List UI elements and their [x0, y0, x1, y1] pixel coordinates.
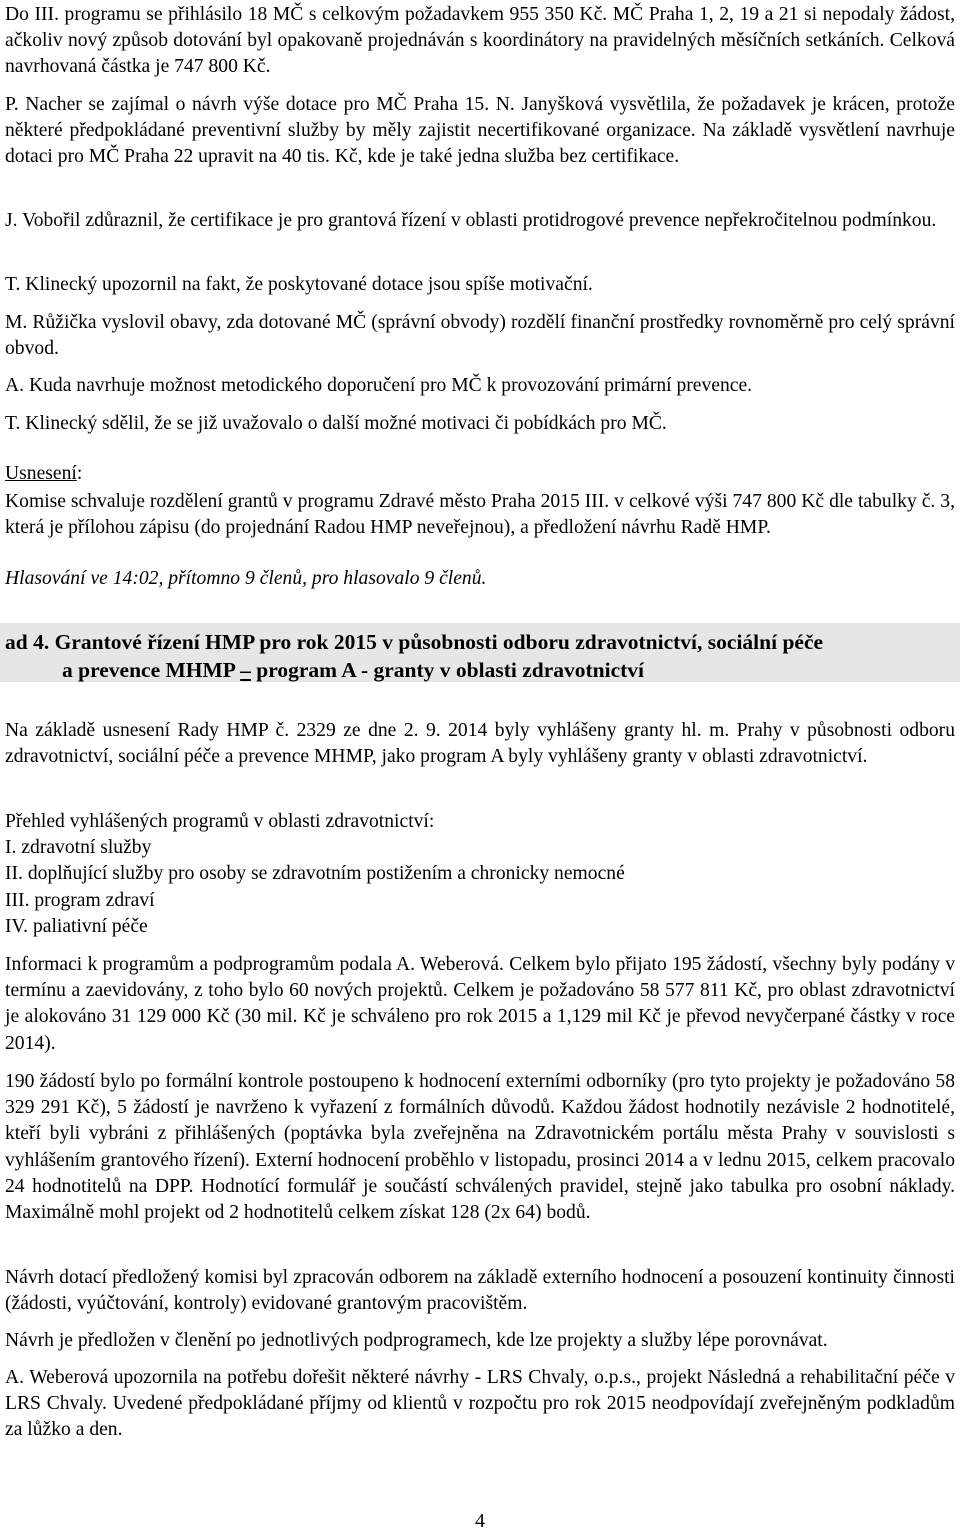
resolution-colon: : — [76, 463, 83, 484]
paragraph-nacher: P. Nacher se zajímal o návrh výše dotace pro MČ Praha 15. N. Janyšková vysvětlila, že požadavek je krácen, protože některé předpokládané preventivní služby by měly zajistit necertifikované organizace. Na základě vysvětlení navrhuje dotaci pro MČ Praha 22 upravit na 40 tis. Kč, kde je také jedna služba bez certifikace. — [5, 94, 955, 168]
list-item: II. doplňující služby pro osoby se zdravotním postižením a chronicky nemocné — [5, 863, 625, 885]
section-number: ad 4. — [5, 630, 50, 654]
paragraph-klinecky-1: T. Klinecký upozornil na fakt, že poskytované dotace jsou spíše motivační. — [5, 274, 593, 295]
paragraph-weberova-info: Informaci k programům a podprogramům podala A. Weberová. Celkem bylo přijato 195 žádostí, všechny byly podány v termínu a zaevidovány, z toho bylo 60 nových projektů. Celkem je požadováno 58 577 811 Kč, pro oblast zdravotnictví je alokováno 31 129 000 Kč (30 mil. Kč je schváleno pro rok 2015 a 1,129 mil Kč je převod nevyčerpané částky v roce 2014). — [5, 954, 955, 1054]
paragraph-klinecky-2: T. Klinecký sdělil, že se již uvažovalo o další možné motivaci či pobídkách pro MČ. — [5, 413, 667, 434]
program-list-title: Přehled vyhlášených programů v oblasti zdravotnictví: — [5, 811, 435, 832]
section-heading — [5, 628, 955, 684]
paragraph-vobocil: J. Vobořil zdůraznil, že certifikace je pro grantová řízení v oblasti protidrogové prevence nepřekročitelnou podmínkou. — [5, 210, 937, 231]
resolution-vote: Hlasování ve 14:02, přítomno 9 členů, pro hlasovalo 9 členů. — [5, 568, 487, 589]
list-item: IV. paliativní péče — [5, 915, 148, 937]
paragraph-program-iii: Do III. programu se přihlásilo 18 MČ s celkovým požadavkem 955 350 Kč. MČ Praha 1, 2, 19 a 21 si nepodaly žádost, ačkoliv nový způsob dotování byl opakovaně projednáván s koordinátory na pravidelných měsíčních setkáních. Celková navrhovaná částka je 747 800 Kč. — [5, 4, 955, 78]
list-item: I. zdravotní služby — [5, 837, 152, 859]
paragraph-evaluation: 190 žádostí bylo po formální kontrole postoupeno k hodnocení externími odborníky (pro tyto projekty je požadováno 58 329 291 Kč), 5 žádostí je navrženo k vyřazení z formálních důvodů. Každou žádost hodnotily nezávisle 2 hodnotitelé, kteří byli vybráni z přihlášených (poptávka byla zveřejněna na Zdravotnickém portálu města Prahy v souvislosti s vyhlášením grantového řízení). Externí hodnocení proběhlo v listopadu, prosinci 2014 a v lednu 2015, celkem pracovalo 24 hodnotitelů na DPP. Hodnotící formulář je součástí schválených pravidel, stejně jako tabulka pro osobní náklady. Maximálně mohl projekt od 2 hodnotitelů celkem získat 128 (2x 64) bodů. — [5, 1071, 955, 1224]
paragraph-grant-announcement: Na základě usnesení Rady HMP č. 2329 ze dne 2. 9. 2014 byly vyhlášeny granty hl. m. Prahy v působnosti odboru zdravotnictví, sociální péče a prevence MHMP, jako program A byly vyhlášeny granty v oblasti zdravotnictví. — [5, 720, 955, 768]
paragraph-subprograms: Návrh je předložen v členění po jednotlivých podprogramech, kde lze projekty a služby lépe porovnávat. — [5, 1330, 828, 1351]
list-item: III. program zdraví — [5, 889, 155, 911]
resolution-label: Usnesení — [5, 463, 77, 484]
section-title-line2: a prevence MHMP – program A - granty v oblasti zdravotnictví — [62, 658, 645, 682]
paragraph-kuda: A. Kuda navrhuje možnost metodického doporučení pro MČ k provozování primární prevence. — [5, 375, 753, 396]
paragraph-ruzicka: M. Růžička vyslovil obavy, zda dotované MČ (správní obvody) rozdělí finanční prostředky rovnoměrně pro celý správní obvod. — [5, 312, 955, 360]
paragraph-weberova-lrs: A. Weberová upozornila na potřebu dořešit některé návrhy - LRS Chvaly, o.p.s., projekt Následná a rehabilitační péče v LRS Chvaly. Uvedené předpokládané příjmy od klientů v rozpočtu pro rok 2015 neodpovídají zveřejněným podkladům za lůžko a den. — [5, 1367, 955, 1441]
resolution-heading — [5, 461, 955, 487]
program-list — [5, 809, 955, 940]
page-number: 4 — [475, 1510, 485, 1532]
paragraph-proposal: Návrh dotací předložený komisi byl zpracován odborem na základě externího hodnocení a posouzení kontinuity činnosti (žádosti, vyúčtování, kontroly) evidované grantovým pracovištěm. — [5, 1267, 955, 1315]
section-title-line1: Grantové řízení HMP pro rok 2015 v působnosti odboru zdravotnictví, sociální péče — [54, 630, 824, 654]
section-title-dash: – — [240, 658, 251, 682]
resolution-text: Komise schvaluje rozdělení grantů v programu Zdravé město Praha 2015 III. v celkové výši 747 800 Kč dle tabulky č. 3, která je přílohou zápisu (do projednání Radou HMP neveřejnou), a předložení návrhu Radě HMP. — [5, 491, 955, 539]
